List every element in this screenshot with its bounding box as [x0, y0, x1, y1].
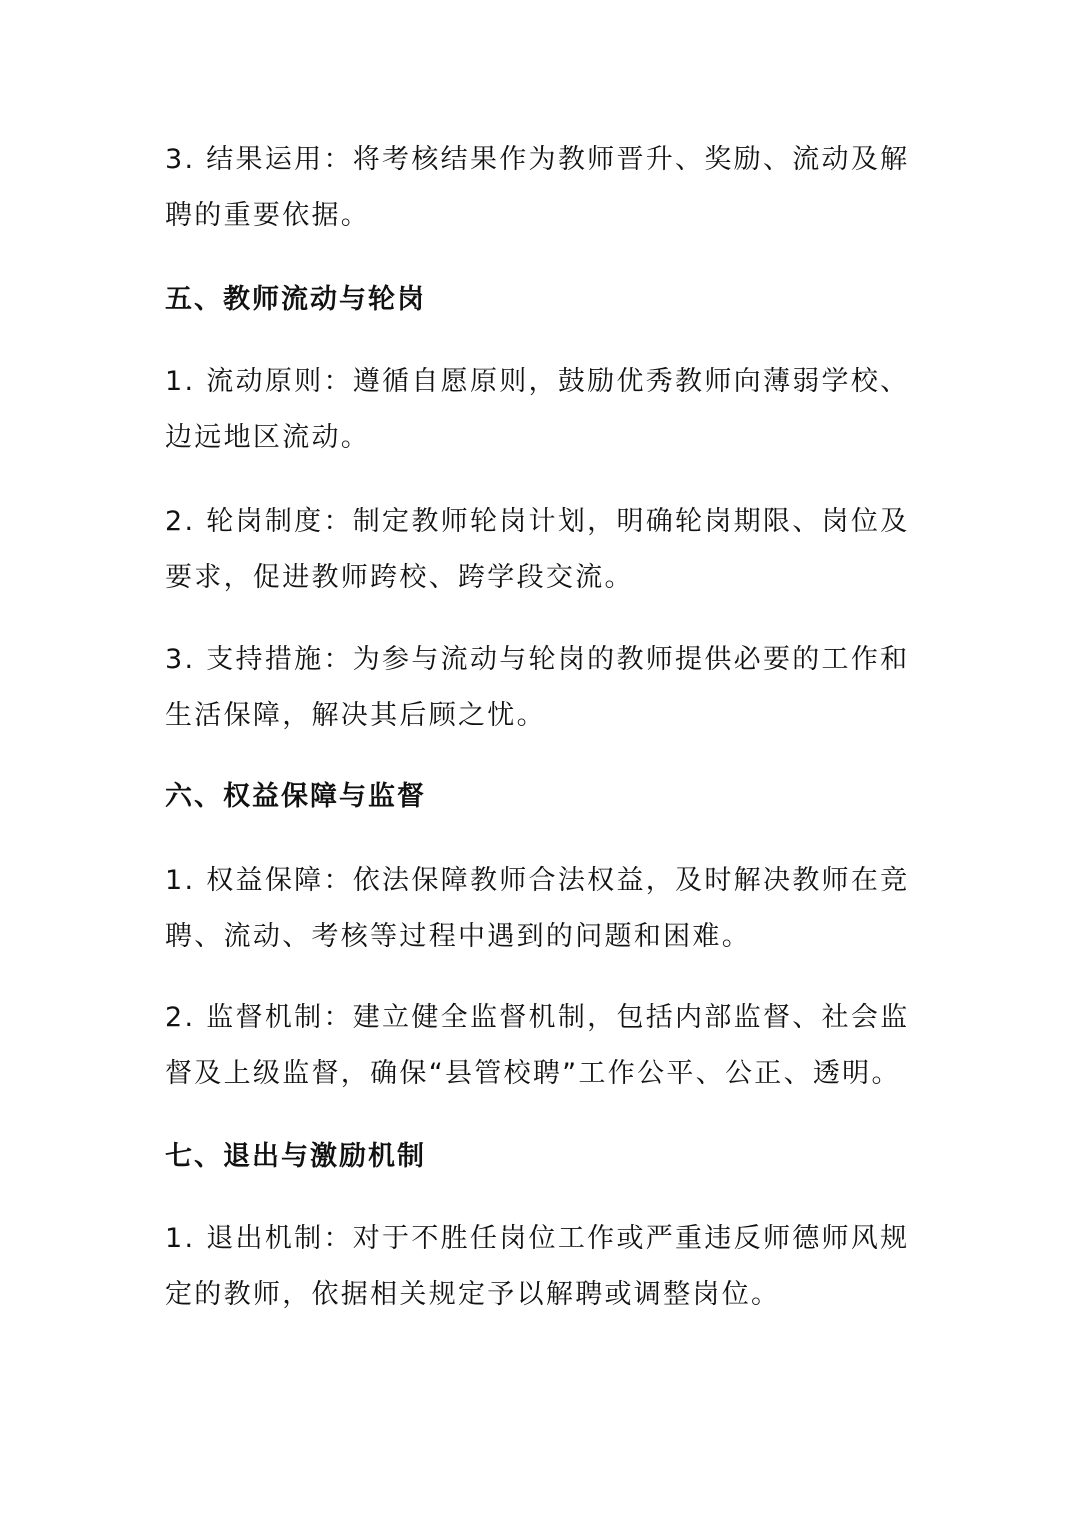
- paragraph-support-measures: 3. 支持措施：为参与流动与轮岗的教师提供必要的工作和生活保障，解决其后顾之忧。: [165, 644, 910, 731]
- paragraph-result-use: 3. 结果运用：将考核结果作为教师晋升、奖励、流动及解聘的重要依据。: [165, 144, 910, 231]
- paragraph-mobility-principle: 1. 流动原则：遵循自愿原则，鼓励优秀教师向薄弱学校、边远地区流动。: [165, 366, 910, 453]
- paragraph-rotation-system: 2. 轮岗制度：制定教师轮岗计划，明确轮岗期限、岗位及要求，促进教师跨校、跨学段交流。: [165, 506, 910, 593]
- section-heading-5: 五、教师流动与轮岗: [165, 284, 426, 315]
- paragraph-rights-protection: 1. 权益保障：依法保障教师合法权益，及时解决教师在竞聘、流动、考核等过程中遇到的问题和困难。: [165, 865, 910, 952]
- section-heading-6: 六、权益保障与监督: [165, 781, 426, 812]
- paragraph-supervision-mechanism: 2. 监督机制：建立健全监督机制，包括内部监督、社会监督及上级监督，确保“县管校聘”工作公平、公正、透明。: [165, 1002, 910, 1089]
- section-heading-7: 七、退出与激励机制: [165, 1141, 426, 1172]
- paragraph-exit-mechanism: 1. 退出机制：对于不胜任岗位工作或严重违反师德师风规定的教师，依据相关规定予以解聘或调整岗位。: [165, 1223, 910, 1310]
